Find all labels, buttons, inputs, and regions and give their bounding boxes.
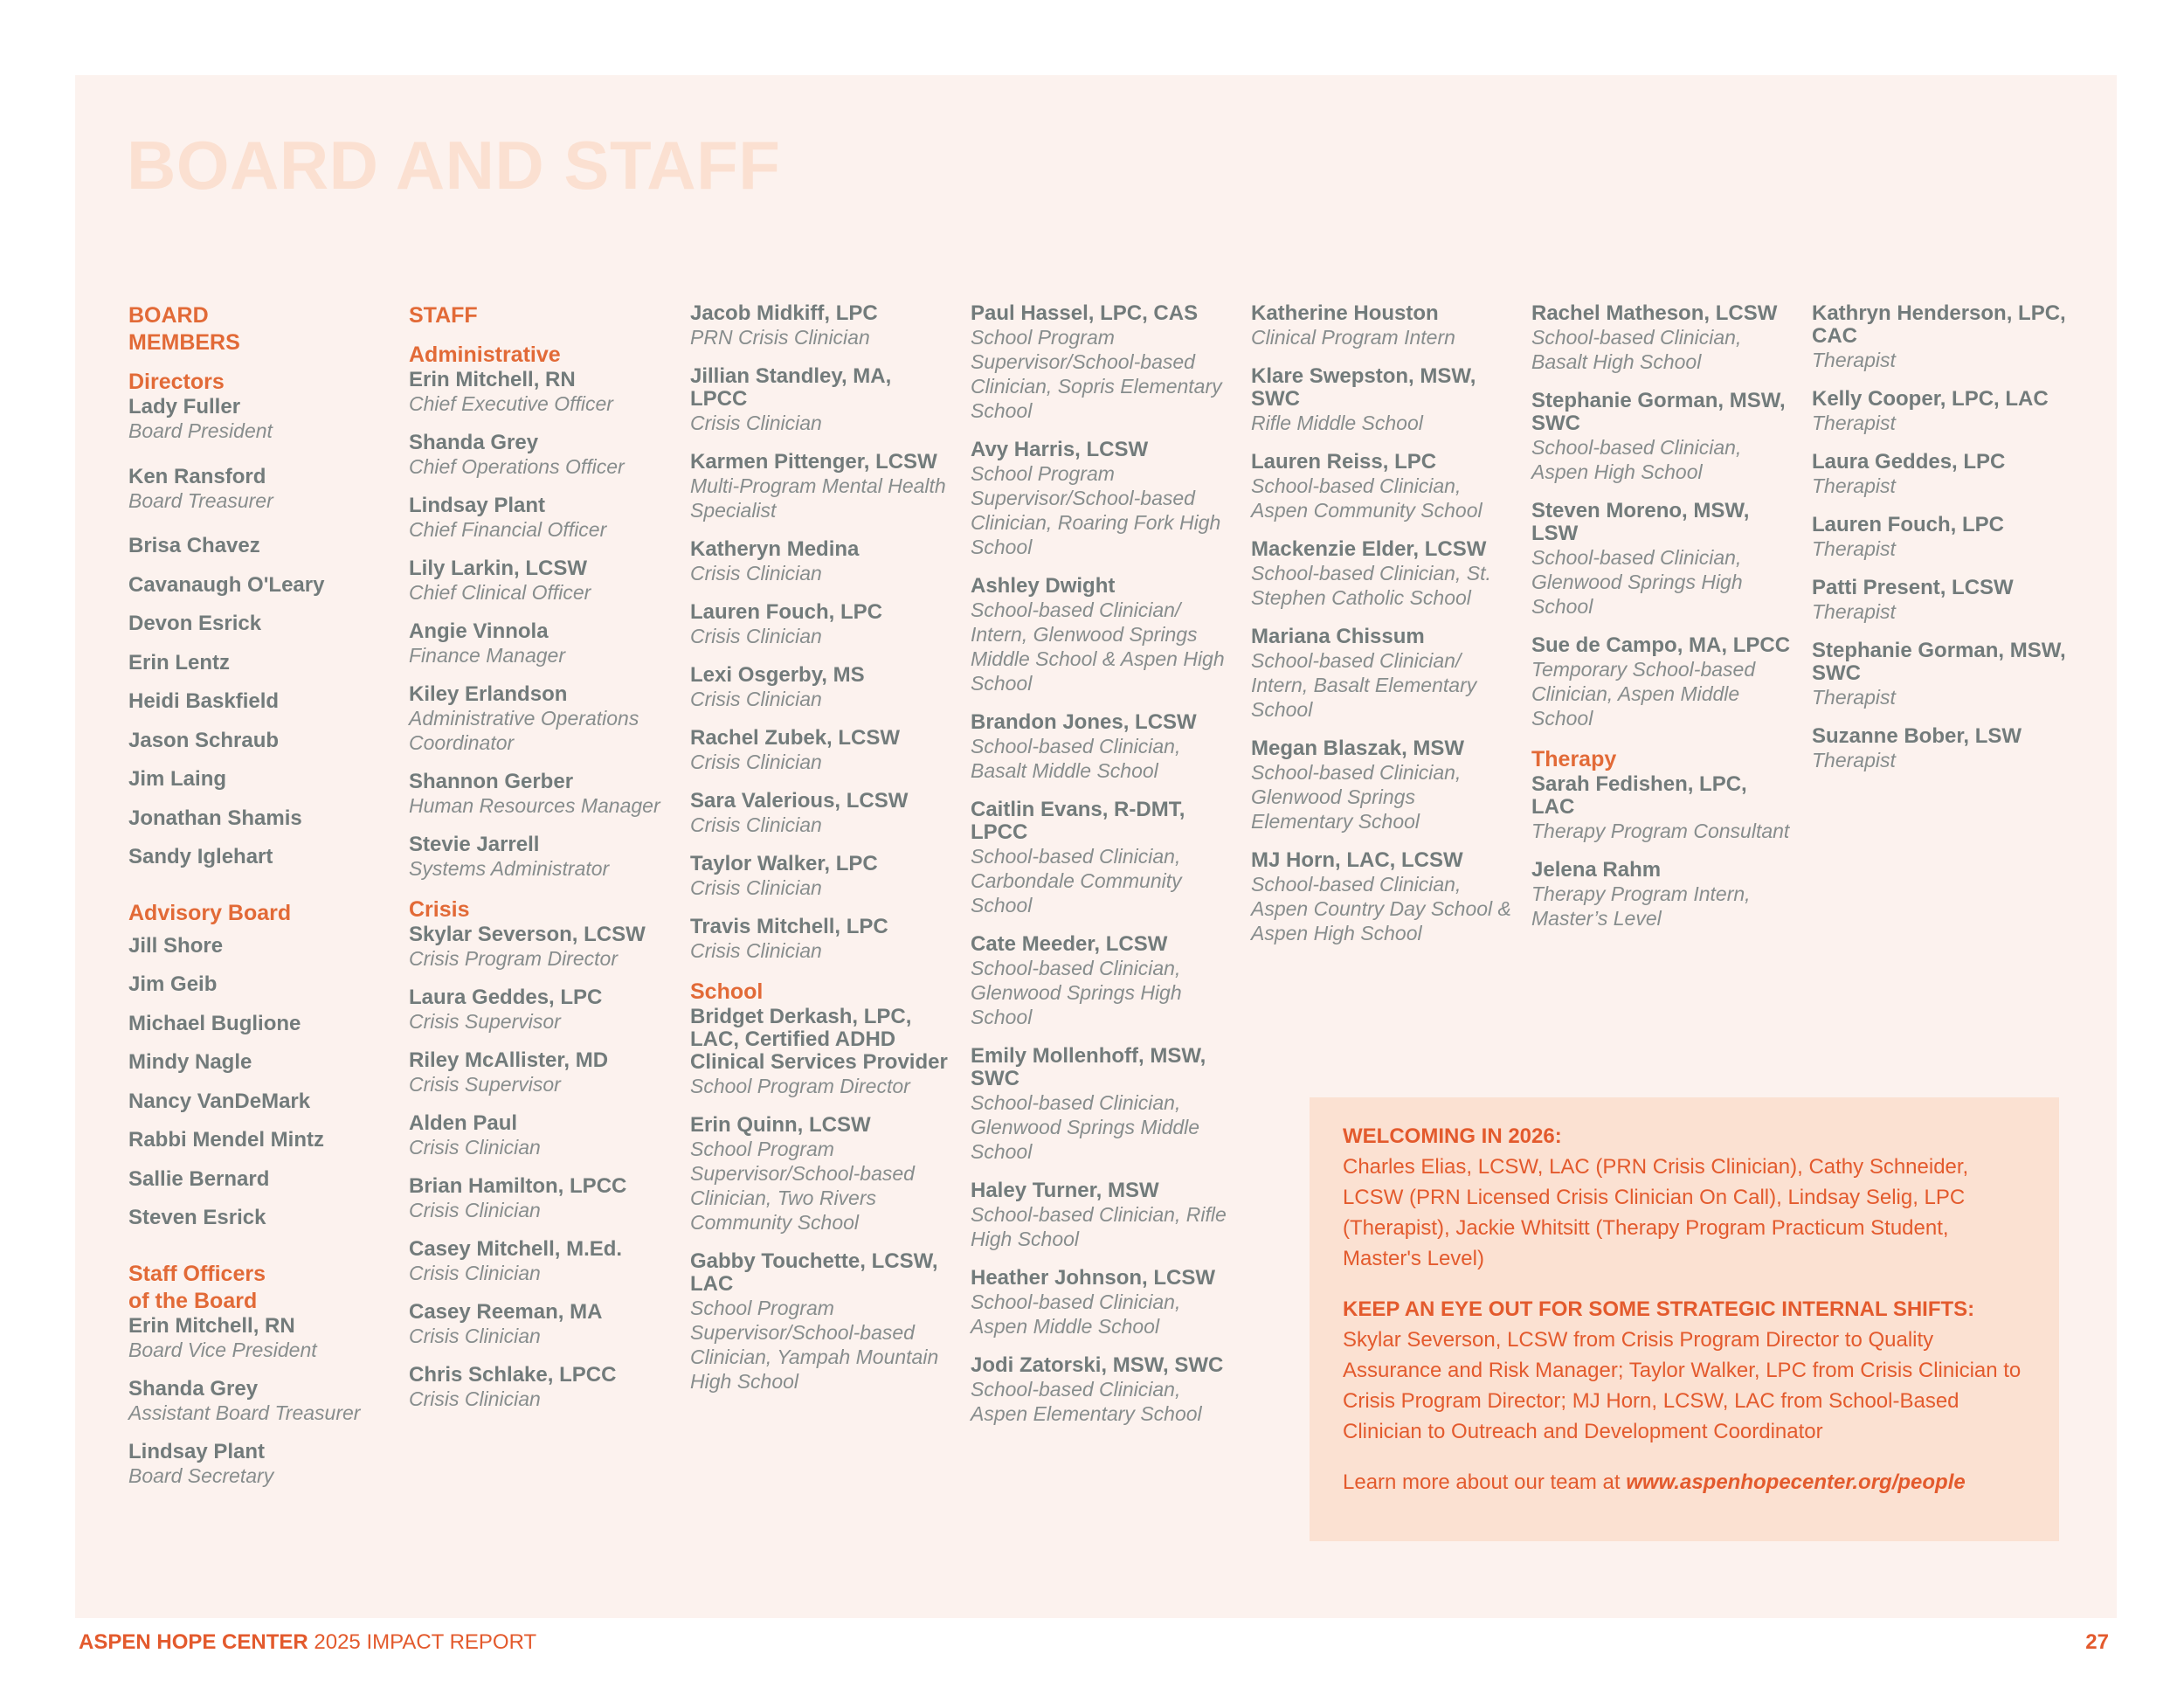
person-name: Lady Fuller — [128, 395, 241, 419]
person-role: School-based Clinician, Glenwood Springs High School — [971, 957, 1182, 1028]
person-name: Katheryn Medina — [690, 537, 860, 561]
staff-entry — [971, 302, 1233, 423]
staff-entry — [690, 664, 952, 711]
internal-shifts-heading: KEEP AN EYE OUT FOR SOME STRATEGIC INTERNAL SHIFTS: — [1343, 1297, 1975, 1321]
staff-entry — [1531, 302, 1794, 374]
directors-label: Directors — [128, 370, 225, 394]
staff-entry — [1812, 388, 2074, 435]
person-name: Brian Hamilton, LPCC — [409, 1174, 627, 1198]
footer-report-title — [79, 1630, 536, 1655]
person-role: Rifle Middle School — [1251, 412, 1423, 434]
staff-entry — [128, 1378, 382, 1425]
person-role: Therapist — [1812, 412, 1896, 434]
person-role: Human Resources Manager — [409, 794, 660, 817]
person-name: Stevie Jarrell — [409, 833, 540, 856]
school-label: School — [690, 979, 764, 1004]
staff-entry — [690, 302, 952, 349]
crisis-list — [409, 924, 671, 1411]
footer-brand: ASPEN HOPE CENTER — [79, 1630, 308, 1654]
person-role: Therapy Program Consultant — [1531, 820, 1790, 842]
staff-officers-list — [128, 1315, 382, 1488]
person-name: Laura Geddes, LPC — [1812, 450, 2006, 474]
person-name: Angie Vinnola — [409, 619, 549, 643]
person-name: Rachel Matheson, LCSW — [1531, 301, 1778, 325]
staff-entry — [409, 1301, 671, 1348]
staff-entry — [690, 853, 952, 900]
staff-entry — [971, 1267, 1233, 1339]
internal-shifts-text: Skylar Severson, LCSW from Crisis Program Director to Quality Assurance and Risk Manager; Taylor Walker, LPC from Crisis Clinician to Crisis Program Director; MJ Horn, LCSW, LAC from School-Based Clinician to Outreach and Development Coordinator — [1343, 1328, 2022, 1443]
person-role: Therapist — [1812, 349, 1896, 371]
person-name: Shannon Gerber — [409, 770, 574, 793]
person-name: Avy Harris, LCSW — [971, 438, 1149, 461]
school-list-a — [690, 1006, 952, 1394]
person-name: Haley Turner, MSW — [971, 1179, 1159, 1202]
person-name: Rachel Zubek, LCSW — [690, 726, 901, 750]
person-name: Katherine Houston — [1251, 301, 1439, 325]
staff-entry — [409, 1175, 671, 1222]
person-role: PRN Crisis Clinician — [690, 326, 870, 349]
staff-entry — [690, 365, 952, 435]
staff-entry — [1812, 725, 2074, 772]
member-name: Michael Buglione — [128, 1011, 301, 1035]
staff-entry — [409, 1049, 671, 1097]
person-name: Chris Schlake, LPCC — [409, 1363, 617, 1387]
staff-entry — [409, 557, 671, 605]
staff-entry — [1531, 634, 1794, 730]
person-role: Crisis Clinician — [690, 625, 822, 647]
staff-entry — [128, 1315, 382, 1362]
member-name: Mindy Nagle — [128, 1050, 252, 1074]
person-name: Travis Mitchell, LPC — [690, 915, 888, 938]
person-name: Kathryn Henderson, LPC, CAC — [1812, 301, 2066, 348]
person-role: Therapist — [1812, 600, 1896, 623]
person-name: Suzanne Bober, LSW — [1812, 724, 2022, 748]
staff-entry — [1251, 626, 1513, 722]
person-role: School-based Clinician, St. Stephen Catholic School — [1251, 562, 1491, 609]
person-name: MJ Horn, LAC, LCSW — [1251, 848, 1463, 872]
person-role: Chief Financial Officer — [409, 518, 607, 541]
person-role: Administrative Operations Coordinator — [409, 707, 639, 754]
staff-entry — [409, 834, 671, 881]
staff-entry — [128, 466, 382, 513]
person-role: Crisis Clinician — [409, 1136, 541, 1159]
column-school-c — [1251, 302, 1513, 961]
person-role: School-based Clinician, Rifle High School — [971, 1203, 1227, 1250]
staff-entry — [409, 369, 671, 416]
staff-entry — [690, 601, 952, 648]
person-role: Crisis Clinician — [409, 1387, 541, 1410]
person-name: Lauren Reiss, LPC — [1251, 450, 1437, 474]
staff-entry — [971, 1180, 1233, 1251]
member-name: Jim Laing — [128, 767, 227, 791]
person-role: Crisis Clinician — [690, 751, 822, 773]
person-role: Crisis Supervisor — [409, 1073, 561, 1096]
person-name: Erin Mitchell, RN — [128, 1313, 295, 1338]
staff-entry — [1531, 390, 1794, 484]
staff-entry — [971, 439, 1233, 559]
staff-entry — [1812, 514, 2074, 561]
person-role: Board Treasurer — [128, 489, 273, 512]
person-role: Assistant Board Treasurer — [128, 1401, 361, 1424]
person-name: Shanda Grey — [128, 1376, 259, 1401]
learn-more-prefix: Learn more about our team at — [1343, 1470, 1627, 1494]
staff-entry — [1251, 538, 1513, 610]
person-role: School-based Clinician, Glenwood Springs Middle School — [971, 1091, 1200, 1163]
staff-entry — [690, 451, 952, 522]
person-name: Heather Johnson, LCSW — [971, 1266, 1216, 1290]
person-name: Sarah Fedishen, LPC, LAC — [1531, 772, 1747, 819]
member-name: Brisa Chavez — [128, 534, 260, 557]
member-name: Jim Geib — [128, 972, 218, 996]
person-name: Brandon Jones, LCSW — [971, 710, 1197, 734]
staff-officers-label-line1: Staff Officers — [128, 1261, 266, 1286]
staff-entry — [1251, 365, 1513, 435]
member-name: Devon Esrick — [128, 612, 262, 635]
crisis-label: Crisis — [409, 897, 470, 922]
person-role: School-based Clinician, Basalt High School — [1531, 326, 1742, 373]
staff-entry — [971, 933, 1233, 1029]
person-role: Board President — [128, 419, 273, 442]
person-name: Lindsay Plant — [409, 494, 546, 517]
person-role: Crisis Clinician — [690, 412, 822, 434]
person-role: Chief Clinical Officer — [409, 581, 591, 604]
staff-entry — [971, 1045, 1233, 1164]
person-role: Finance Manager — [409, 644, 565, 667]
welcome-box — [1310, 1097, 2059, 1541]
person-name: Jacob Midkiff, LPC — [690, 301, 878, 325]
member-name: Sallie Bernard — [128, 1166, 270, 1191]
staff-entry — [409, 683, 671, 755]
person-role: School Program Supervisor/School-based Clinician, Yampah Mountain High School — [690, 1297, 939, 1393]
person-role: Crisis Clinician — [690, 876, 822, 899]
person-name: Mariana Chissum — [1251, 625, 1425, 648]
person-name: Shanda Grey — [409, 431, 539, 454]
person-role: School-based Clinician, Aspen High School — [1531, 436, 1742, 483]
staff-officers-label — [128, 1261, 382, 1315]
person-name: Taylor Walker, LPC — [690, 852, 878, 875]
person-name: Lily Larkin, LCSW — [409, 557, 588, 580]
administrative-label: Administrative — [409, 342, 561, 367]
person-role: School-based Clinician, Carbondale Community School — [971, 845, 1182, 917]
person-name: Lauren Fouch, LPC — [1812, 513, 2005, 536]
staff-entry — [1531, 773, 1794, 843]
person-name: Sue de Campo, MA, LPCC — [1531, 633, 1791, 657]
column-staff-admin-crisis — [409, 302, 671, 1427]
person-role: School Program Supervisor/School-based Clinician, Two Rivers Community School — [690, 1138, 915, 1234]
staff-entry — [409, 1112, 671, 1159]
person-name: Jelena Rahm — [1531, 858, 1662, 882]
person-name: Bridget Derkash, LPC, LAC, Certified ADHD Clinical Services Provider — [690, 1005, 948, 1074]
person-name: Caitlin Evans, R-DMT, LPCC — [971, 798, 1185, 844]
staff-entry — [690, 727, 952, 774]
advisory-board-list — [128, 927, 382, 1238]
person-role: School-based Clinician/ Intern, Glenwood Springs Middle School & Aspen High School — [971, 598, 1225, 695]
person-role: Therapist — [1812, 537, 1896, 560]
person-name: Jillian Standley, MA, LPCC — [690, 364, 892, 411]
person-role: Crisis Clinician — [690, 939, 822, 962]
welcoming-heading: WELCOMING IN 2026: — [1343, 1124, 1562, 1148]
person-name: Riley McAllister, MD — [409, 1048, 609, 1072]
staff-entry — [690, 916, 952, 963]
person-name: Stephanie Gorman, MSW, SWC — [1812, 639, 2066, 685]
staff-entry — [1251, 849, 1513, 945]
person-role: School-based Clinician, Glenwood Springs High School — [1531, 546, 1743, 618]
staff-entry — [128, 396, 382, 443]
member-name: Jason Schraub — [128, 728, 280, 752]
person-role: School-based Clinician, Aspen Community School — [1251, 474, 1482, 522]
person-name: Ken Ransford — [128, 465, 266, 488]
staff-entry — [409, 1364, 671, 1411]
staff-entry — [1531, 859, 1794, 930]
person-role: Clinical Program Intern — [1251, 326, 1455, 349]
person-name: Casey Reeman, MA — [409, 1300, 603, 1324]
person-name: Kiley Erlandson — [409, 682, 568, 706]
person-role: Crisis Supervisor — [409, 1010, 561, 1033]
school-list-d — [1531, 302, 1794, 730]
person-name: Gabby Touchette, LCSW, LAC — [690, 1249, 938, 1296]
person-role: School Program Supervisor/School-based Clinician, Sopris Elementary School — [971, 326, 1222, 422]
staff-entry — [1251, 302, 1513, 349]
administrative-list — [409, 369, 671, 881]
person-role: School Program Director — [690, 1075, 910, 1097]
person-role: Crisis Clinician — [690, 813, 822, 836]
column-crisis-school — [690, 302, 952, 1409]
welcoming-text: Charles Elias, LCSW, LAC (PRN Crisis Clinician), Cathy Schneider, LCSW (PRN Licensed Crisis Clinician On Call), Lindsay Selig, LPC (Therapist), Jackie Whitsitt (Therapy Program Practicum Student, Master's Level) — [1343, 1155, 1969, 1270]
person-name: Emily Mollenhoff, MSW, SWC — [971, 1044, 1206, 1090]
staff-entry — [409, 620, 671, 668]
person-role: School-based Clinician/ Intern, Basalt Elementary School — [1251, 649, 1477, 721]
staff-heading: STAFF — [409, 303, 478, 328]
person-role: Chief Executive Officer — [409, 392, 613, 415]
person-name: Steven Moreno, MSW, LSW — [1531, 499, 1750, 545]
board-officers-list — [128, 396, 382, 513]
person-name: Paul Hassel, LPC, CAS — [971, 301, 1199, 325]
person-role: Systems Administrator — [409, 857, 610, 880]
column-therapy — [1812, 302, 2074, 788]
advisory-board-label: Advisory Board — [128, 900, 292, 925]
staff-entry — [409, 495, 671, 542]
staff-entry — [971, 799, 1233, 917]
member-name: Sandy Iglehart — [128, 845, 273, 868]
person-role: School Program Supervisor/School-based Clinician, Roaring Fork High School — [971, 462, 1221, 558]
person-name: Skylar Severson, LCSW — [409, 923, 646, 946]
staff-entry — [971, 575, 1233, 695]
person-role: Crisis Clinician — [409, 1199, 541, 1221]
person-role: School-based Clinician, Aspen Middle School — [971, 1290, 1181, 1338]
staff-entry — [409, 771, 671, 818]
staff-entry — [409, 1238, 671, 1285]
staff-entry — [1812, 451, 2074, 498]
person-role: Crisis Clinician — [690, 562, 822, 585]
therapy-list-a — [1531, 773, 1794, 930]
person-name: Lindsay Plant — [128, 1439, 266, 1463]
therapy-label: Therapy — [1531, 747, 1617, 771]
staff-entry — [1251, 737, 1513, 834]
column-school-b — [971, 302, 1233, 1442]
person-name: Cate Meeder, LCSW — [971, 932, 1168, 956]
person-role: School-based Clinician, Basalt Middle School — [971, 735, 1181, 782]
therapy-list-b — [1812, 302, 2074, 772]
board-members-heading: BOARD MEMBERS — [128, 303, 240, 355]
member-name: Heidi Baskfield — [128, 689, 280, 713]
directors-list — [128, 527, 382, 877]
member-name: Jonathan Shamis — [128, 806, 302, 830]
person-name: Laura Geddes, LPC — [409, 986, 603, 1009]
person-name: Erin Quinn, LCSW — [690, 1113, 871, 1137]
person-role: Chief Operations Officer — [409, 455, 625, 478]
person-name: Stephanie Gorman, MSW, SWC — [1531, 389, 1786, 435]
member-name: Nancy VanDeMark — [128, 1089, 311, 1113]
person-role: Therapist — [1812, 474, 1896, 497]
person-role: Therapist — [1812, 749, 1896, 771]
person-name: Klare Swepston, MSW, SWC — [1251, 364, 1476, 411]
person-name: Patti Present, LCSW — [1812, 576, 2014, 599]
school-list-c — [1251, 302, 1513, 945]
staff-entry — [409, 986, 671, 1034]
staff-entry — [690, 790, 952, 837]
staff-entry — [1531, 500, 1794, 619]
staff-entry — [409, 924, 671, 971]
person-name: Erin Mitchell, RN — [409, 368, 576, 391]
learn-more-line — [1343, 1468, 2033, 1498]
person-name: Mackenzie Elder, LCSW — [1251, 537, 1487, 561]
staff-entry — [128, 1441, 382, 1488]
person-role: Crisis Clinician — [409, 1262, 541, 1284]
footer-report: 2025 IMPACT REPORT — [308, 1630, 537, 1654]
person-name: Kelly Cooper, LPC, LAC — [1812, 387, 2049, 411]
member-name: Erin Lentz — [128, 650, 231, 675]
person-name: Casey Mitchell, M.Ed. — [409, 1237, 623, 1261]
person-role: School-based Clinician, Aspen Elementary School — [971, 1378, 1202, 1425]
staff-entry — [690, 1114, 952, 1235]
member-name: Rabbi Mendel Mintz — [128, 1128, 324, 1152]
person-role: School-based Clinician, Glenwood Springs Elementary School — [1251, 761, 1462, 833]
staff-entry — [690, 1006, 952, 1098]
staff-entry — [1251, 451, 1513, 522]
staff-entry — [1812, 577, 2074, 624]
person-role: Crisis Clinician — [690, 688, 822, 710]
person-name: Jodi Zatorski, MSW, SWC — [971, 1353, 1224, 1377]
school-list-b — [971, 302, 1233, 1426]
person-role: Temporary School-based Clinician, Aspen Middle School — [1531, 658, 1756, 730]
person-name: Alden Paul — [409, 1111, 518, 1135]
person-role: School-based Clinician, Aspen Country Day School & Aspen High School — [1251, 873, 1511, 944]
welcome-box-content — [1343, 1122, 2033, 1498]
team-link[interactable]: www.aspenhopecenter.org/people — [1626, 1470, 1966, 1494]
member-name: Cavanaugh O'Leary — [128, 572, 325, 597]
person-name: Lauren Fouch, LPC — [690, 600, 883, 624]
crisis-continued-list — [690, 302, 952, 963]
column-school-therapy — [1531, 302, 1794, 946]
staff-entry — [409, 432, 671, 479]
person-name: Karmen Pittenger, LCSW — [690, 450, 937, 474]
staff-entry — [1812, 640, 2074, 709]
staff-entry — [690, 538, 952, 585]
staff-entry — [1812, 302, 2074, 372]
staff-officers-label-line2: of the Board — [128, 1288, 258, 1313]
page-title: BOARD AND STAFF — [127, 127, 781, 204]
person-name: Lexi Osgerby, MS — [690, 663, 865, 687]
person-role: Therapy Program Intern, Master’s Level — [1531, 882, 1751, 930]
person-name: Megan Blaszak, MSW — [1251, 737, 1465, 760]
column-board — [128, 302, 382, 1504]
person-role: Board Secretary — [128, 1463, 274, 1487]
person-role: Multi-Program Mental Health Specialist — [690, 474, 946, 522]
person-name: Ashley Dwight — [971, 574, 1116, 598]
person-role: Crisis Program Director — [409, 947, 618, 970]
staff-entry — [971, 1354, 1233, 1426]
person-role: Board Vice President — [128, 1338, 317, 1361]
member-name: Jill Shore — [128, 933, 224, 958]
member-name: Steven Esrick — [128, 1206, 266, 1229]
person-role: Crisis Clinician — [409, 1325, 541, 1347]
staff-entry — [971, 711, 1233, 783]
staff-entry — [690, 1250, 952, 1394]
person-role: Therapist — [1812, 686, 1896, 709]
page-number: 27 — [2085, 1630, 2109, 1654]
person-name: Sara Valerious, LCSW — [690, 789, 909, 813]
